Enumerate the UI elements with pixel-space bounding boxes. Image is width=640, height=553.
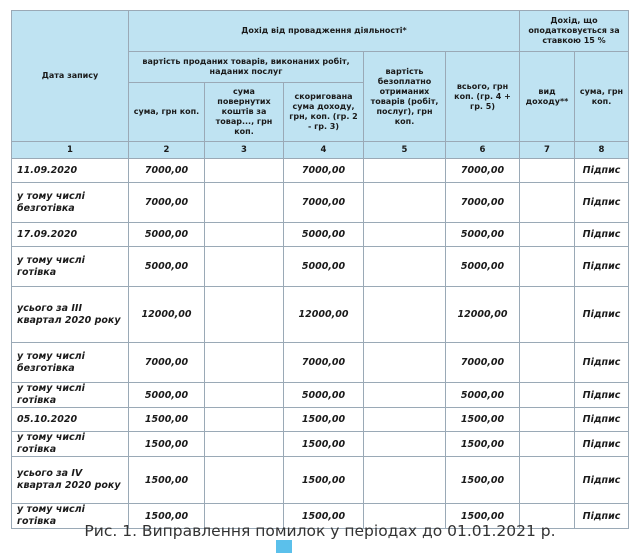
returned-cell (205, 383, 284, 408)
income-ledger-table (11, 10, 629, 529)
total-cell: 1500,00 (446, 432, 520, 457)
returned-cell (205, 247, 284, 287)
column-number: 1 (12, 142, 129, 159)
column-number: 6 (446, 142, 520, 159)
adjusted-cell: 5000,00 (284, 247, 364, 287)
total-cell: 7000,00 (446, 183, 520, 223)
income-kind-cell (520, 432, 575, 457)
signature-cell: Підпис (575, 159, 629, 183)
row-label: усього за ІІІ квартал 2020 року (12, 287, 129, 343)
free-goods-cell (364, 159, 446, 183)
total-cell: 1500,00 (446, 408, 520, 432)
sum-cell: 7000,00 (129, 343, 205, 383)
sum-cell: 1500,00 (129, 432, 205, 457)
total-cell: 1500,00 (446, 457, 520, 504)
adjusted-cell: 1500,00 (284, 432, 364, 457)
row-label: у тому числі готівка (12, 383, 129, 408)
header-income-group: Дохід від провадження діяльності* (129, 11, 520, 52)
income-kind-cell (520, 457, 575, 504)
free-goods-cell (364, 287, 446, 343)
income-kind-cell (520, 183, 575, 223)
sum-cell: 5000,00 (129, 247, 205, 287)
sum-cell: 5000,00 (129, 223, 205, 247)
signature-cell: Підпис (575, 504, 629, 529)
income-kind-cell (520, 247, 575, 287)
signature-cell: Підпис (575, 408, 629, 432)
total-cell: 12000,00 (446, 287, 520, 343)
total-cell: 1500,00 (446, 504, 520, 529)
returned-cell (205, 287, 284, 343)
free-goods-cell (364, 383, 446, 408)
returned-cell (205, 457, 284, 504)
table-row (12, 383, 629, 408)
table-row (12, 159, 629, 183)
income-kind-cell (520, 343, 575, 383)
column-number: 2 (129, 142, 205, 159)
adjusted-cell: 7000,00 (284, 183, 364, 223)
free-goods-cell (364, 183, 446, 223)
income-kind-cell (520, 287, 575, 343)
header-income-kind: вид доходу** (520, 52, 575, 142)
sum-cell: 1500,00 (129, 408, 205, 432)
table-row (12, 247, 629, 287)
signature-cell: Підпис (575, 247, 629, 287)
sum-cell: 5000,00 (129, 383, 205, 408)
row-label: 05.10.2020 (12, 408, 129, 432)
adjusted-cell: 7000,00 (284, 159, 364, 183)
adjusted-cell: 1500,00 (284, 457, 364, 504)
header-taxed-group: Дохід, що оподатковується за ставкою 15 % (520, 11, 629, 52)
sum-cell: 12000,00 (129, 287, 205, 343)
table-row (12, 432, 629, 457)
signature-cell: Підпис (575, 183, 629, 223)
income-kind-cell (520, 383, 575, 408)
sum-cell: 7000,00 (129, 159, 205, 183)
row-label: у тому числі безготівка (12, 183, 129, 223)
income-kind-cell (520, 159, 575, 183)
free-goods-cell (364, 432, 446, 457)
row-label: у тому числі безготівка (12, 343, 129, 383)
signature-cell: Підпис (575, 223, 629, 247)
table-row (12, 408, 629, 432)
adjusted-cell: 1500,00 (284, 504, 364, 529)
returned-cell (205, 159, 284, 183)
table-row (12, 287, 629, 343)
column-number: 8 (575, 142, 629, 159)
table-row (12, 343, 629, 383)
free-goods-cell (364, 343, 446, 383)
row-label: усього за IV квартал 2020 року (12, 457, 129, 504)
total-cell: 5000,00 (446, 223, 520, 247)
signature-cell: Підпис (575, 343, 629, 383)
header-sold-group: вартість проданих товарів, виконаних робіт, наданих послуг (129, 52, 364, 83)
header-taxed-sum: сума, грн коп. (575, 52, 629, 142)
header-sum: сума, грн коп. (129, 83, 205, 142)
adjusted-cell: 7000,00 (284, 343, 364, 383)
free-goods-cell (364, 247, 446, 287)
adjusted-cell: 1500,00 (284, 408, 364, 432)
sum-cell: 1500,00 (129, 504, 205, 529)
accent-marker (276, 540, 292, 553)
row-label: 11.09.2020 (12, 159, 129, 183)
row-label: у тому числі готівка (12, 247, 129, 287)
column-numbers-row (12, 142, 629, 159)
header-free-goods: вартість безоплатно отриманих товарів (робіт, послуг), грн коп. (364, 52, 446, 142)
free-goods-cell (364, 457, 446, 504)
row-label: у тому числі готівка (12, 504, 129, 529)
signature-cell: Підпис (575, 383, 629, 408)
signature-cell: Підпис (575, 287, 629, 343)
column-number: 7 (520, 142, 575, 159)
total-cell: 5000,00 (446, 247, 520, 287)
returned-cell (205, 223, 284, 247)
free-goods-cell (364, 223, 446, 247)
adjusted-cell: 12000,00 (284, 287, 364, 343)
returned-cell (205, 343, 284, 383)
sum-cell: 7000,00 (129, 183, 205, 223)
returned-cell (205, 408, 284, 432)
returned-cell (205, 183, 284, 223)
header-returned: сума повернутих коштів за товар..., грн коп. (205, 83, 284, 142)
total-cell: 7000,00 (446, 343, 520, 383)
table-row (12, 457, 629, 504)
table-row (12, 183, 629, 223)
returned-cell (205, 432, 284, 457)
header-total: всього, грн коп. (гр. 4 + гр. 5) (446, 52, 520, 142)
header-adjusted: скоригована сума доходу, грн, коп. (гр. 2 - гр. 3) (284, 83, 364, 142)
figure-caption: Рис. 1. Виправлення помилок у періодах до 01.01.2021 р. (84, 522, 556, 540)
signature-cell: Підпис (575, 457, 629, 504)
signature-cell: Підпис (575, 432, 629, 457)
sum-cell: 1500,00 (129, 457, 205, 504)
row-label: 17.09.2020 (12, 223, 129, 247)
income-kind-cell (520, 223, 575, 247)
income-kind-cell (520, 408, 575, 432)
row-label: у тому числі готівка (12, 432, 129, 457)
adjusted-cell: 5000,00 (284, 223, 364, 247)
total-cell: 5000,00 (446, 383, 520, 408)
free-goods-cell (364, 408, 446, 432)
table-row (12, 223, 629, 247)
column-number: 5 (364, 142, 446, 159)
header-date: Дата запису (12, 11, 129, 142)
column-number: 3 (205, 142, 284, 159)
total-cell: 7000,00 (446, 159, 520, 183)
adjusted-cell: 5000,00 (284, 383, 364, 408)
column-number: 4 (284, 142, 364, 159)
ledger-body (12, 159, 629, 529)
